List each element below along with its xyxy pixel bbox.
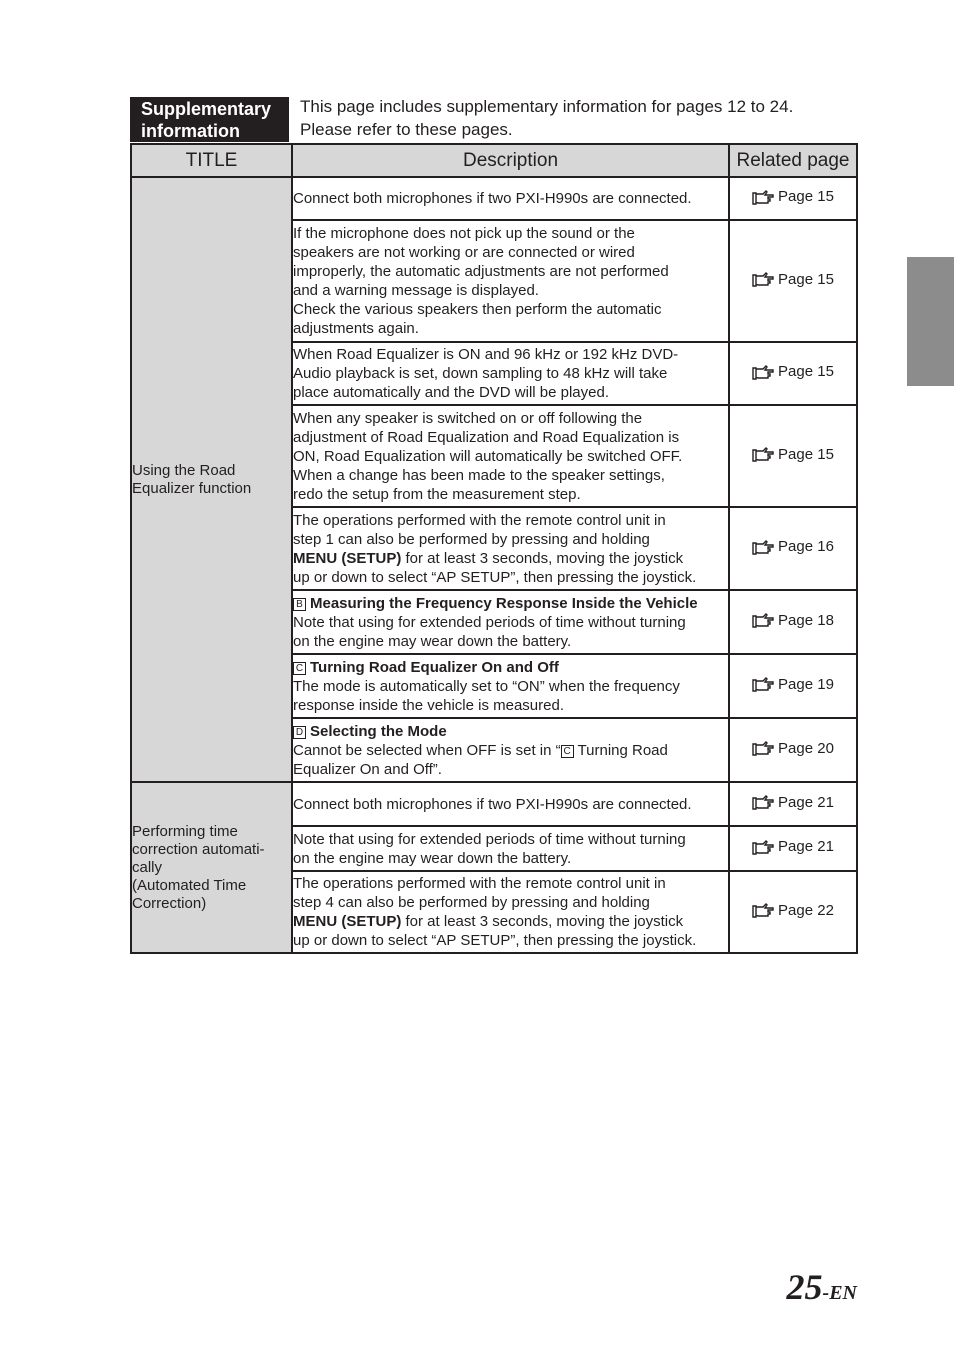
group-title-line: cally — [132, 858, 163, 876]
menu-setup-label: MENU (SETUP) — [293, 913, 402, 930]
pointing-finger-icon — [752, 839, 774, 855]
desc-text: for at least 3 seconds, moving the joystick — [401, 549, 684, 567]
section-label-line1: Supplementary — [141, 98, 272, 119]
pointing-finger-icon — [752, 676, 774, 692]
group-title — [131, 782, 292, 953]
desc-line: ON, Road Equalization will automatically be switched OFF. — [293, 447, 683, 465]
intro-text — [300, 95, 860, 141]
page-ref-cell[interactable] — [729, 654, 857, 718]
description-cell — [292, 405, 729, 507]
group-title — [131, 177, 292, 782]
desc-line: The operations performed with the remote control unit in — [293, 511, 666, 529]
pointing-finger-icon — [752, 271, 774, 287]
section-label-line2: information — [141, 120, 240, 141]
intro-line1: This page includes supplementary information for pages 12 to 24. — [300, 97, 794, 116]
page-ref-text: Page 15 — [778, 363, 834, 381]
page-ref-cell[interactable] — [729, 177, 857, 220]
desc-line: The mode is automatically set to “ON” when the frequency — [293, 677, 680, 695]
desc-line: adjustment of Road Equalization and Road Equalization is — [293, 428, 680, 446]
desc-line: step 4 can also be performed by pressing and holding — [293, 894, 650, 911]
page-ref-text: Page 15 — [778, 445, 834, 463]
desc-line: If the microphone does not pick up the sound or the — [293, 225, 635, 242]
desc-line: on the engine may wear down the battery. — [293, 632, 572, 650]
desc-line: improperly, the automatic adjustments are not performed — [293, 263, 669, 280]
pointing-finger-icon — [752, 612, 774, 628]
desc-line: Audio playback is set, down sampling to 48 kHz will take — [293, 365, 668, 382]
desc-heading-text: Selecting the Mode — [310, 722, 447, 740]
page-ref-cell[interactable] — [729, 220, 857, 342]
section-letter-box: B — [293, 598, 306, 611]
page-ref-cell[interactable] — [729, 826, 857, 871]
desc-line: up or down to select “AP SETUP”, then pressing the joystick. — [293, 932, 697, 949]
desc-line: step 1 can also be performed by pressing and holding — [293, 530, 650, 548]
page-ref-text: Page 20 — [778, 739, 834, 757]
pointing-finger-icon — [752, 446, 774, 462]
supplementary-table — [130, 143, 858, 954]
desc-heading — [293, 722, 728, 741]
description-cell — [292, 590, 729, 654]
table-row — [131, 782, 857, 826]
page-ref-text: Page 19 — [778, 675, 834, 693]
desc-line: Connect both microphones if two PXI-H990s are connected. — [293, 795, 692, 813]
desc-line: When any speaker is switched on or off following the — [293, 409, 643, 427]
desc-line — [293, 912, 728, 931]
description-cell — [292, 177, 729, 220]
page-ref-cell[interactable] — [729, 871, 857, 953]
description-cell — [292, 342, 729, 405]
pointing-finger-icon — [752, 902, 774, 918]
desc-line: Connect both microphones if two PXI-H990s are connected. — [293, 190, 692, 207]
group-title-line: (Automated Time — [132, 876, 247, 894]
pointing-finger-icon — [752, 364, 774, 380]
page-ref-text: Page 16 — [778, 538, 834, 556]
group-title-line: Performing time — [132, 822, 238, 840]
page-number-value: 25 — [786, 1267, 823, 1307]
description-cell — [292, 871, 729, 953]
desc-heading-text: Turning Road Equalizer On and Off — [310, 658, 559, 676]
group-title-line: correction automati- — [132, 840, 265, 858]
pointing-finger-icon — [752, 189, 774, 205]
section-label — [130, 97, 289, 142]
pointing-finger-icon — [752, 794, 774, 810]
desc-heading — [293, 594, 728, 613]
desc-line: Note that using for extended periods of time without turning — [293, 830, 686, 848]
page-ref-cell[interactable] — [729, 782, 857, 826]
desc-line: Note that using for extended periods of time without turning — [293, 613, 686, 631]
page-number — [787, 1266, 857, 1308]
desc-line: The operations performed with the remote control unit in — [293, 875, 666, 892]
desc-line: redo the setup from the measurement step. — [293, 485, 581, 503]
desc-text: Turning Road — [573, 741, 668, 759]
desc-line: on the engine may wear down the battery. — [293, 849, 572, 867]
desc-line: and a warning message is displayed. — [293, 282, 539, 299]
desc-line: speakers are not working or are connected or wired — [293, 244, 635, 261]
side-thumb-tab — [907, 257, 954, 386]
group-title-line: Equalizer function — [132, 479, 252, 497]
desc-line: Equalizer On and Off”. — [293, 760, 442, 778]
page-ref-cell[interactable] — [729, 590, 857, 654]
col-header-description: Description — [292, 144, 729, 177]
menu-setup-label: MENU (SETUP) — [293, 549, 402, 567]
page-ref-text: Page 15 — [778, 270, 834, 288]
description-cell — [292, 826, 729, 871]
desc-text: Cannot be selected when OFF is set in “ — [293, 741, 561, 759]
page-number-suffix: -EN — [822, 1282, 857, 1304]
group-title-line: Using the Road — [132, 461, 236, 479]
page-ref-text: Page 18 — [778, 611, 834, 629]
desc-line: adjustments again. — [293, 320, 419, 337]
page-ref-text: Page 15 — [778, 188, 834, 206]
table-header-row — [131, 144, 857, 177]
desc-text: for at least 3 seconds, moving the joystick — [401, 913, 684, 930]
desc-line: When Road Equalizer is ON and 96 kHz or 192 kHz DVD- — [293, 346, 679, 363]
section-letter-box: C — [293, 662, 306, 675]
page-ref-cell[interactable] — [729, 405, 857, 507]
page-ref-text: Page 21 — [778, 793, 834, 811]
description-cell — [292, 782, 729, 826]
description-cell — [292, 654, 729, 718]
section-letter-box: C — [561, 745, 574, 758]
table-row — [131, 177, 857, 220]
desc-line: response inside the vehicle is measured. — [293, 696, 564, 714]
intro-line2: Please refer to these pages. — [300, 120, 513, 139]
page-ref-cell[interactable] — [729, 718, 857, 782]
desc-line: up or down to select “AP SETUP”, then pressing the joystick. — [293, 568, 697, 586]
page-ref-text: Page 22 — [778, 901, 834, 919]
description-cell — [292, 507, 729, 590]
section-letter-box: D — [293, 726, 306, 739]
description-cell — [292, 220, 729, 342]
desc-line: Check the various speakers then perform the automatic — [293, 301, 662, 318]
col-header-related-page: Related page — [729, 144, 857, 177]
pointing-finger-icon — [752, 740, 774, 756]
col-header-title: TITLE — [131, 144, 292, 177]
page-ref-cell[interactable] — [729, 342, 857, 405]
desc-heading — [293, 658, 728, 677]
desc-line: When a change has been made to the speaker settings, — [293, 466, 665, 484]
page-ref-cell[interactable] — [729, 507, 857, 590]
desc-heading-text: Measuring the Frequency Response Inside the Vehicle — [310, 594, 698, 612]
desc-line: place automatically and the DVD will be played. — [293, 384, 610, 401]
desc-line — [293, 741, 728, 760]
pointing-finger-icon — [752, 539, 774, 555]
group-title-line: Correction) — [132, 894, 207, 912]
desc-line — [293, 549, 728, 568]
page-ref-text: Page 21 — [778, 838, 834, 856]
description-cell — [292, 718, 729, 782]
